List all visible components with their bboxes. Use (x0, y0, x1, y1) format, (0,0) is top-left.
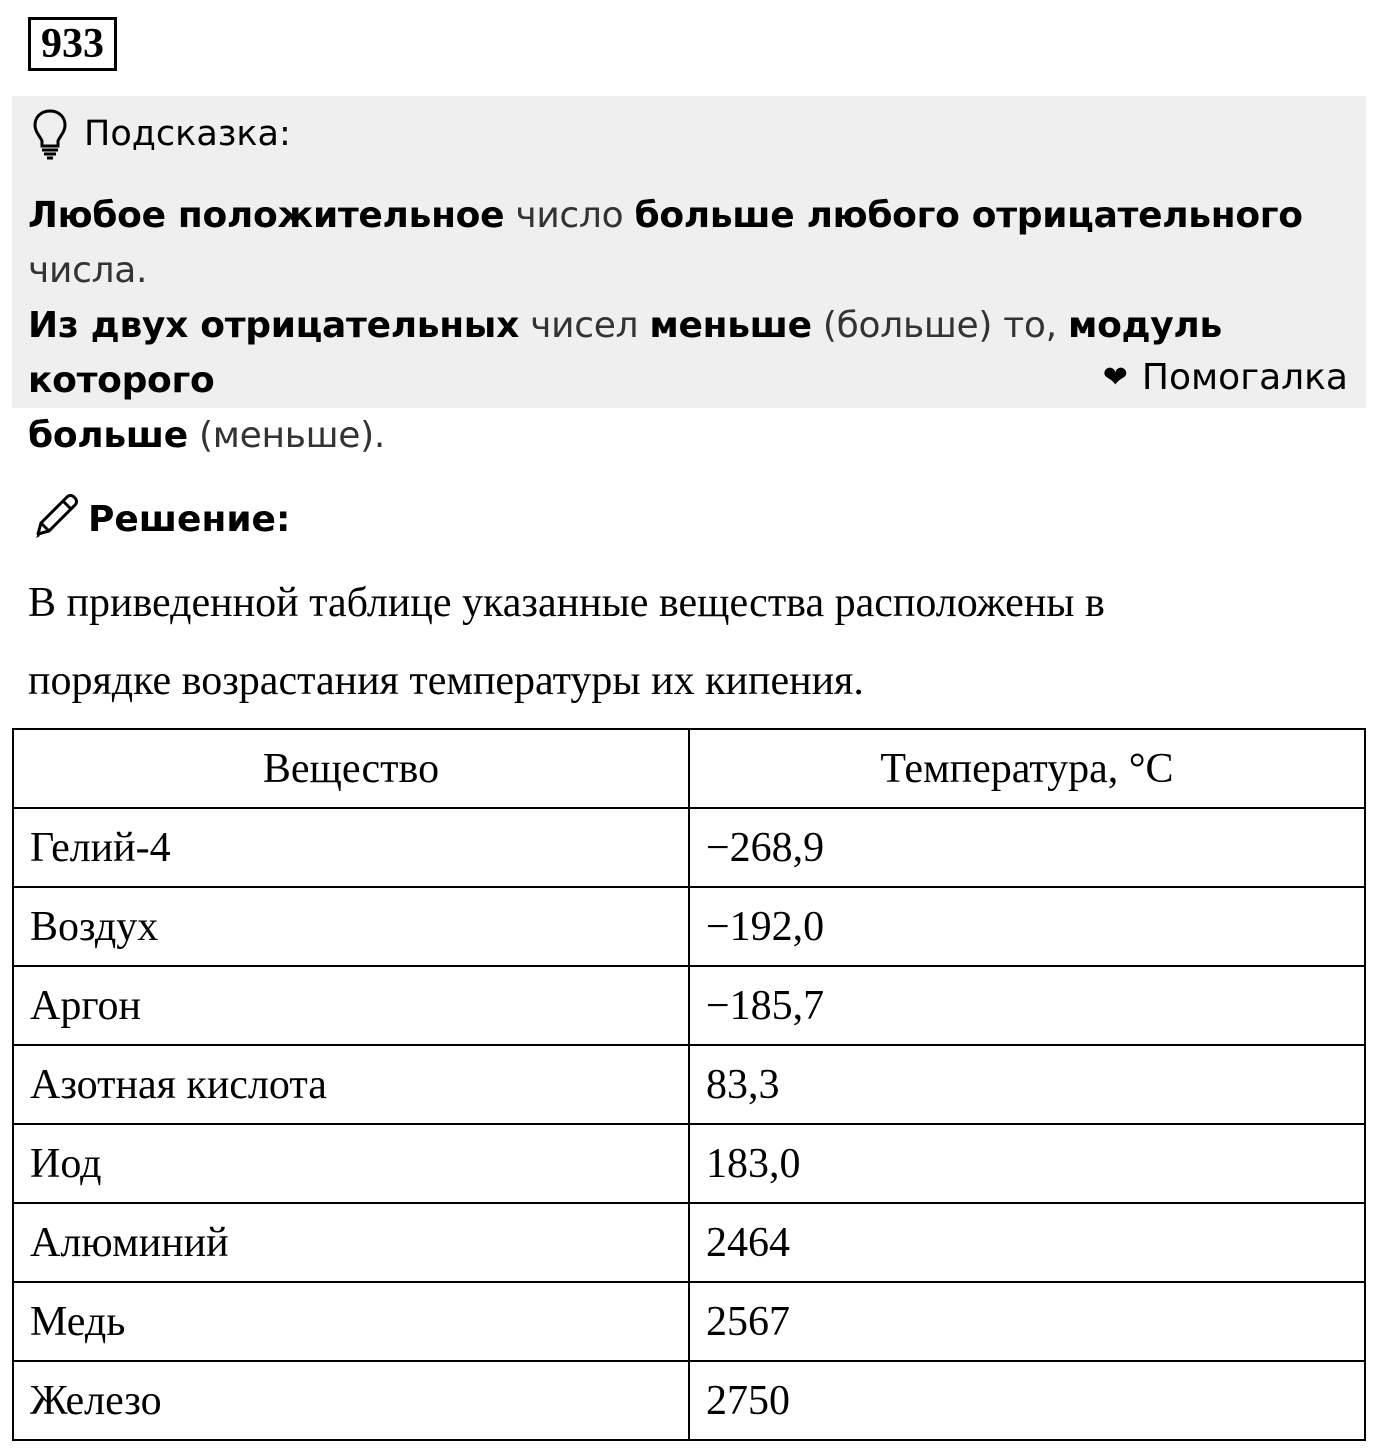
substance-cell: Иод (13, 1124, 689, 1203)
temperature-cell: 2750 (689, 1361, 1365, 1440)
hint-header (32, 108, 291, 160)
hint-segment: (меньше). (187, 415, 385, 456)
heart-icon: ❤ (1102, 360, 1128, 395)
substance-cell: Аргон (13, 966, 689, 1045)
hint-line-3 (28, 408, 1358, 463)
substance-cell: Воздух (13, 887, 689, 966)
hint-segment: число (504, 195, 635, 236)
solution-line-1: В приведенной таблице указанные вещества расположены в (28, 580, 1105, 626)
boiling-point-table (12, 728, 1366, 1441)
substance-cell: Железо (13, 1361, 689, 1440)
hint-segment: меньше (649, 305, 812, 346)
substance-cell: Азотная кислота (13, 1045, 689, 1124)
solution-text (28, 564, 1368, 720)
table-row (13, 887, 1365, 966)
hint-segment: чисел (519, 305, 650, 346)
hint-segment: модуль которого (28, 305, 1222, 401)
table-row (13, 1203, 1365, 1282)
lightbulb-icon (32, 108, 68, 160)
solution-line-2: порядке возрастания температуры их кипения. (28, 658, 864, 704)
hint-segment: больше любого отрицательного (634, 195, 1303, 236)
pencil-icon (30, 492, 80, 546)
solution-header (30, 492, 290, 546)
substance-cell: Гелий-4 (13, 808, 689, 887)
temperature-cell: −268,9 (689, 808, 1365, 887)
temperature-cell: 183,0 (689, 1124, 1365, 1203)
table-row (13, 1282, 1365, 1361)
temperature-cell: 83,3 (689, 1045, 1365, 1124)
hint-text (28, 188, 1358, 463)
hint-segment: Из двух отрицательных (28, 305, 519, 346)
helper-label: Помогалка (1141, 357, 1348, 398)
table-header-row (13, 729, 1365, 808)
helper-link[interactable] (1103, 354, 1348, 402)
table-row (13, 966, 1365, 1045)
solution-title: Решение: (88, 498, 291, 540)
substance-cell: Медь (13, 1282, 689, 1361)
table-row (13, 1045, 1365, 1124)
hint-box (12, 96, 1366, 456)
hint-segment: больше (28, 415, 188, 456)
hint-segment: Любое положительное (28, 195, 505, 236)
temperature-cell: 2567 (689, 1282, 1365, 1361)
substance-cell: Алюминий (13, 1203, 689, 1282)
column-header-temperature: Температура, °C (689, 729, 1365, 808)
temperature-cell: −192,0 (689, 887, 1365, 966)
hint-segment: числа. (28, 250, 148, 291)
column-header-substance: Вещество (13, 729, 689, 808)
temperature-cell: −185,7 (689, 966, 1365, 1045)
hint-title: Подсказка: (84, 114, 291, 154)
table-row (13, 1124, 1365, 1203)
table-row (13, 808, 1365, 887)
task-number: 933 (28, 17, 117, 71)
temperature-cell: 2464 (689, 1203, 1365, 1282)
table-row (13, 1361, 1365, 1440)
hint-segment: (больше) то, (811, 305, 1068, 346)
hint-line-1 (28, 188, 1358, 298)
